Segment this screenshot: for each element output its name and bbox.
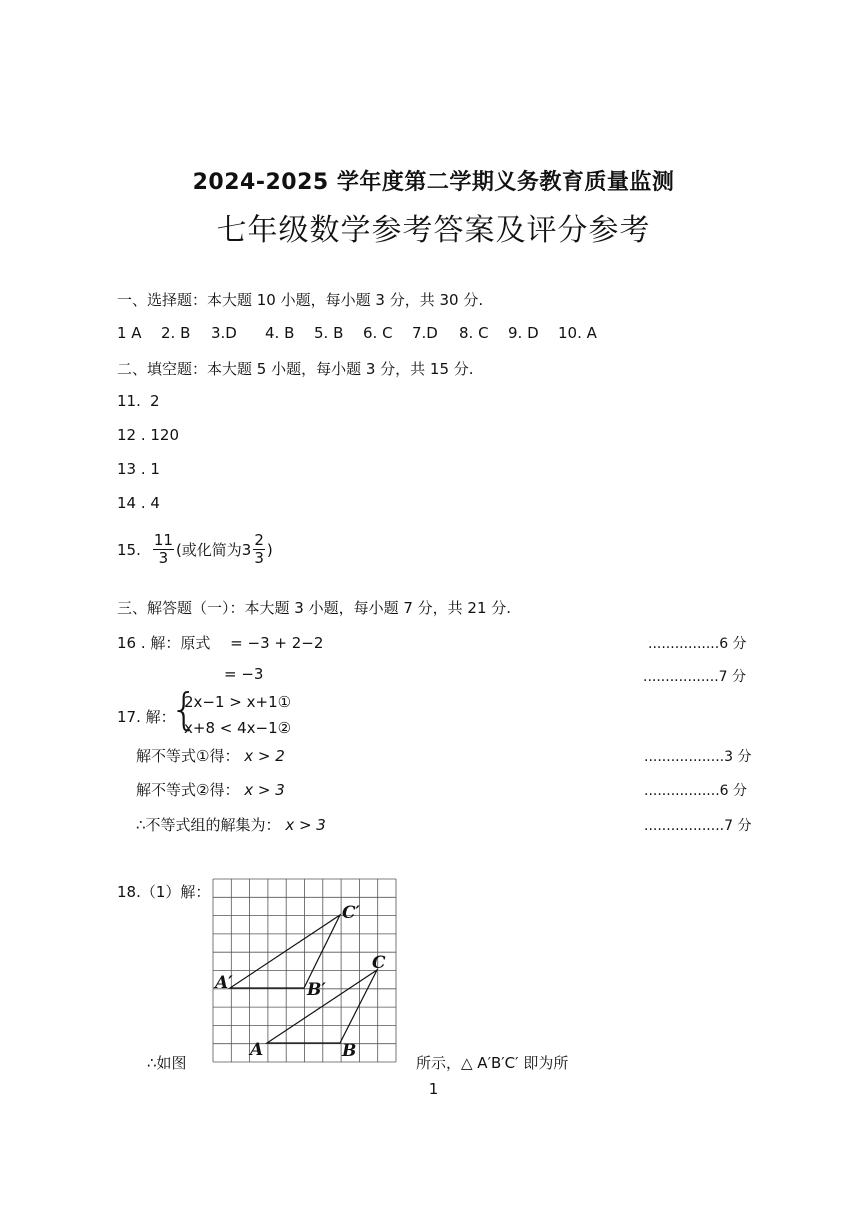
triangle-a-prime-b-prime-c-prime (230, 915, 340, 988)
mc-answer-10: 10. A (558, 324, 597, 342)
q17-points-3: ..................7 分 (644, 818, 752, 834)
q18-label: 18.（1）解： (117, 883, 211, 901)
q16-points-2: .................7 分 (643, 669, 747, 685)
mc-answer-4: 4. B (265, 324, 295, 342)
q16-points-1: ................6 分 (648, 636, 747, 652)
q17-step-3-result: x > 3 (285, 816, 326, 834)
mc-answer-7: 7.D (412, 324, 438, 342)
q17-step-1-result: x > 2 (244, 747, 285, 765)
q18-conclusion-prefix: ∴如图 (147, 1054, 187, 1072)
fill-answer-13: 13 . 1 (117, 460, 160, 478)
mc-answer-9: 9. D (508, 324, 539, 342)
label-b-prime: B′ (307, 980, 326, 1000)
fill-answer-11-label: 11. (117, 392, 141, 410)
fill-answer-15-alt: (或化简为3 (175, 541, 252, 560)
q17-step-1 (136, 745, 285, 766)
q18-conclusion-suffix: 所示，△ A′B′C′ 即为所 (416, 1054, 569, 1072)
translation-grid-figure (212, 878, 399, 1064)
q17-step-3 (136, 814, 326, 835)
q17-points-2: .................6 分 (644, 783, 748, 799)
section-1-header: 一、选择题：本大题 10 小题，每小题 3 分，共 30 分. (117, 291, 484, 309)
fraction-11-over-3 (153, 532, 174, 568)
mc-answer-6: 6. C (363, 324, 393, 342)
q17-step-2 (136, 779, 285, 800)
q17-inequality-2: x+8 < 4x−1② (184, 719, 292, 737)
fraction-numerator: 2 (254, 531, 264, 549)
page-number: 1 (428, 1080, 439, 1098)
fraction-denominator: 3 (254, 549, 264, 568)
fill-answer-15 (117, 532, 273, 568)
fraction-numerator: 11 (153, 531, 173, 549)
fraction-2-over-3 (253, 532, 265, 568)
section-2-header: 二、填空题：本大题 5 小题，每小题 3 分，共 15 分. (117, 360, 474, 378)
label-b: B (342, 1041, 357, 1061)
fill-answer-14: 14 . 4 (117, 494, 160, 512)
fraction-denominator: 3 (158, 549, 169, 568)
mc-answer-8: 8. C (459, 324, 489, 342)
q17-step-2-text: 解不等式②得： (136, 781, 240, 799)
label-a: A (250, 1040, 264, 1060)
grid-lines (213, 879, 396, 1062)
mc-answer-2: 2. B (161, 324, 191, 342)
mc-answer-1: 1 A (117, 324, 142, 342)
fill-answer-11-value: 2 (150, 392, 160, 410)
system-brace: { (170, 684, 198, 735)
mc-answer-5: 5. B (314, 324, 344, 342)
q16-line-2: = −3 (224, 665, 264, 683)
document-subtitle: 七年级数学参考答案及评分参考 (216, 213, 651, 248)
fill-answer-12: 12 . 120 (117, 426, 180, 444)
label-c-prime: C′ (342, 903, 361, 923)
fill-answer-15-close: ) (266, 540, 273, 559)
label-a-prime: A′ (215, 973, 233, 993)
q16-line-1: 16 . 解：原式 = −3 + 2−2 (117, 634, 324, 652)
mc-answer-3: 3.D (211, 324, 237, 342)
q17-step-3-text: ∴不等式组的解集为： (136, 816, 281, 834)
q17-label: 17. 解： (117, 708, 176, 726)
q17-points-1: ..................3 分 (644, 749, 752, 765)
fill-answer-15-label: 15. (117, 540, 141, 559)
label-c: C (372, 953, 386, 973)
q17-inequality-1: 2x−1 > x+1① (184, 693, 292, 711)
section-3-header: 三、解答题（一）：本大题 3 小题，每小题 7 分，共 21 分. (117, 599, 512, 617)
document-title: 2024-2025 学年度第二学期义务教育质量监测 (192, 170, 675, 195)
q17-step-2-result: x > 3 (244, 781, 285, 799)
q17-step-1-text: 解不等式①得： (136, 747, 240, 765)
